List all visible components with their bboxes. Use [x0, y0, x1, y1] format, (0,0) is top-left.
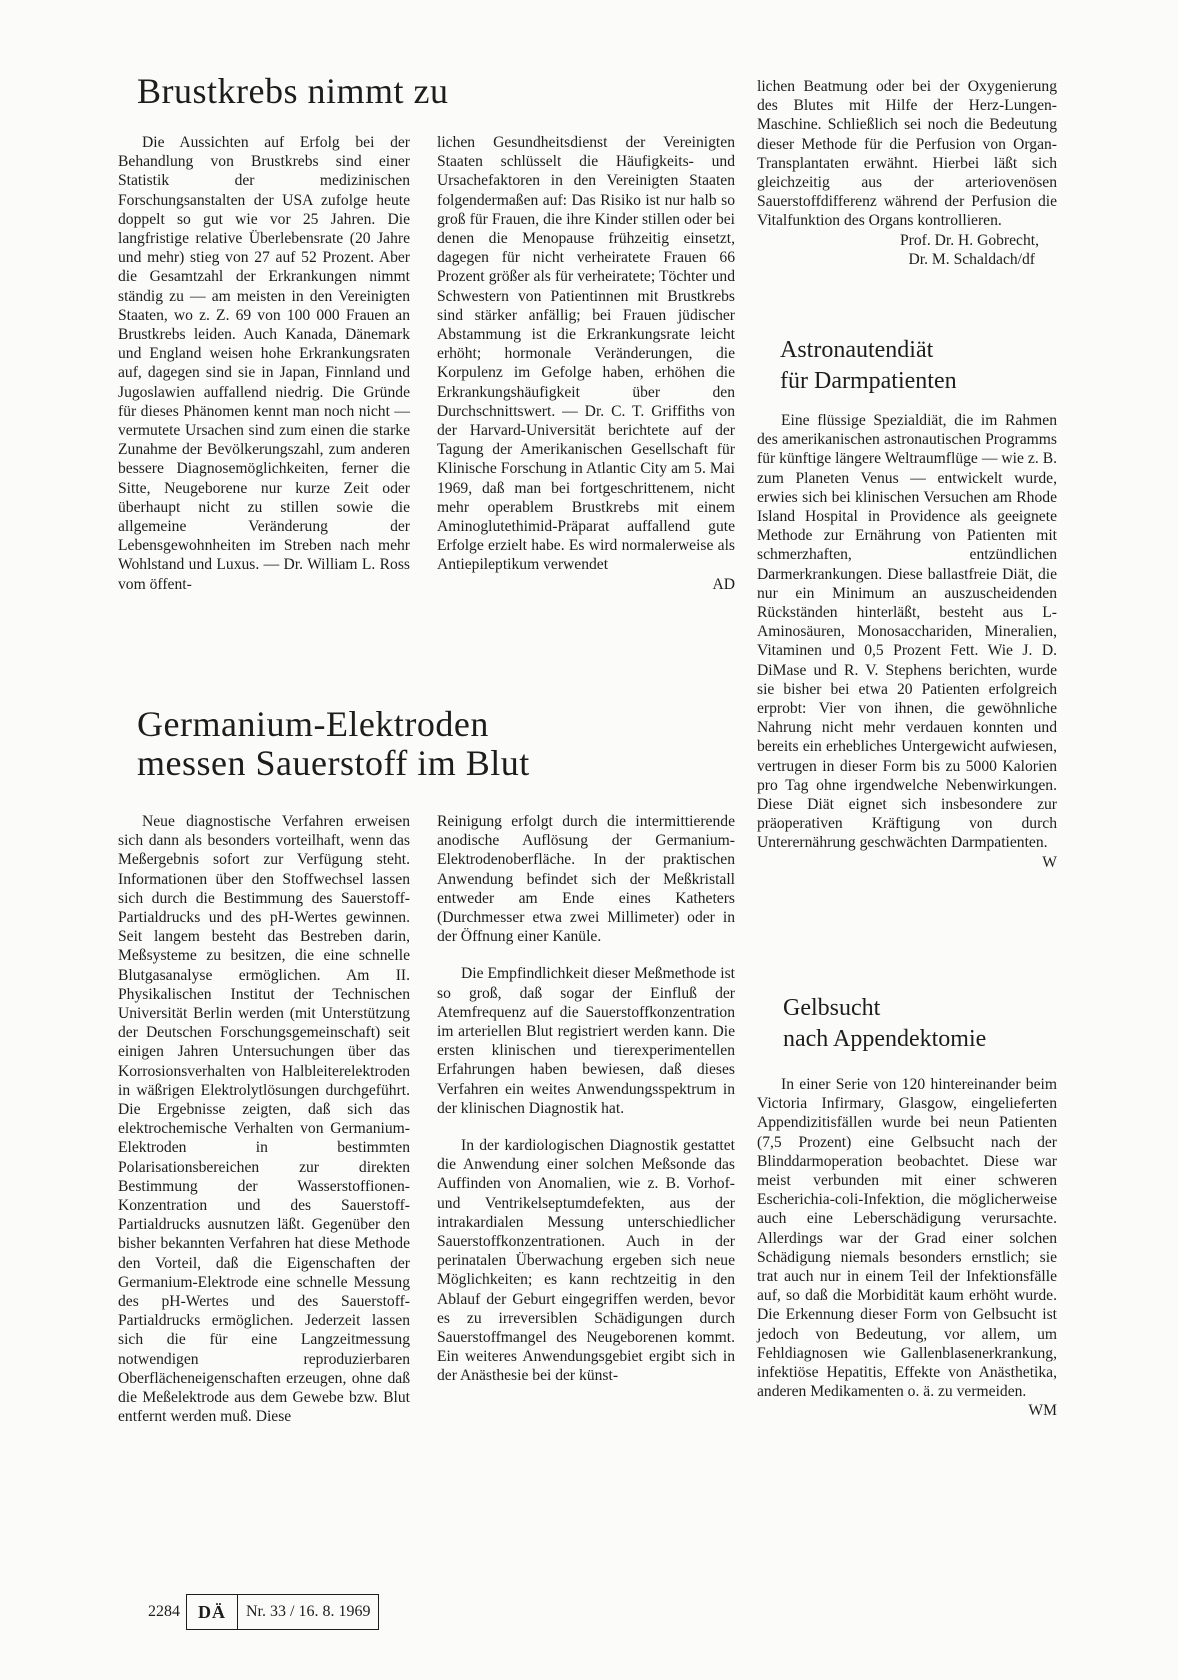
title-line: Germanium-Elektroden — [137, 704, 489, 744]
article-astronautendiaet-text — [757, 411, 1057, 872]
article-brustkrebs-paragraph: Die Aussichten auf Erfolg bei der Behandlung von Brustkrebs sind einer Statistik der medizinischen Forschungsanstalten der USA zufolge heute doppelt so gut wie vor 25 Jahren. Die langfristige relative Überlebensrate (20 Jahre und mehr) stieg von 27 auf 52 Prozent. Aber die Gesamtzahl der Erkrankungen nimmt ständig zu — am meisten in den Vereinigten Staaten, wo z. Z. 69 von 100 000 Frauen an Brustkrebs leiden. Auch Kanada, Dänemark und England weisen hohe Erkrankungsraten auf, dagegen sind sie in Japan, Finnland und Jugoslawien auffallend niedrig. Die Gründe für dieses Phänomen kennt man noch nicht — vermutete Ursachen sind zum einen die starke Zunahme der Bevölkerungszahl, zum anderen bessere Diagnosemöglichkeiten, ferner die Sitte, Neugeborene nur kurze Zeit oder überhaupt nicht zu stillen sowie die allgemeine Veränderung der Lebensgewohnheiten im Streben nach mehr Wohlstand und Luxus. — Dr. William L. Ross vom öffent- — [118, 134, 410, 593]
article-title-brustkrebs: Brustkrebs nimmt zu — [137, 71, 449, 111]
article-astronautendiaet-signature: W — [1042, 853, 1057, 871]
author-signature-1: Prof. Dr. H. Gobrecht, — [899, 231, 1039, 249]
title-line: Gelbsucht — [783, 995, 881, 1021]
issue-info: Nr. 33 / 16. 8. 1969 — [246, 1603, 371, 1620]
article-gelbsucht-text — [757, 1075, 1057, 1421]
article-astronautendiaet-paragraph: Eine flüssige Spezialdiät, die im Rahmen des amerikanischen astronautischen Programms für künftige längere Weltraumflüge — wie z. B. zum Planeten Venus — entwickelt wurde, erwies sich bei klinischen Versuchen am Rhode Island Hospital in Providence als geeignete Methode zur Ernährung von Patienten mit schmerzhaften, entzündlichen Darmerkrankungen. Diese ballastfreie Diät, die nur ein Minimum an auszuscheidenden Rückständen hinterläßt, besteht aus L-Aminosäuren, Monosacchariden, Mineralien, Vitaminen und 0,5 Prozent Fett. Wie J. D. DiMase und R. V. Stephens berichten, wurde sie bisher bei etwa 20 Patienten erfolgreich erprobt: Vier von ihnen, die gewöhnliche Nahrung nicht mehr verdauen konnten und bereits ein erhebliches Untergewicht aufwiesen, vertrugen in dieser Form bis zu 5000 Kalorien pro Tag ohne irgendwelche Nebenwirkungen. Diese Diät eignet sich insbesondere zur präoperativen Kräftigung von durch Unterernährung geschwächten Darmpatienten. — [757, 412, 1057, 852]
article-gelbsucht-signature: WM — [1028, 1402, 1057, 1420]
article-gelbsucht-paragraph: In einer Serie von 120 hintereinander beim Victoria Infirmary, Glasgow, eingelieferten Appendizitisfällen wurde bei neun Patienten (7,5 Prozent) eine Gelbsucht nach der Blinddarmoperation beobachtet. Diese war meist verbunden mit einer schweren Escherichia-coli-Infektion, die möglicherweise auch eine Leberschädigung verursachte. Allerdings war der Grad einer solchen Schädigung niemals besonders ernstlich; sie trat auch nur in einem Teil der Infektionsfälle auf, so daß die Morbidität kaum erhöht wurde. Die Erkennung dieser Form von Gelbsucht ist jedoch von Bedeutung, vor allem, um Fehldiagnosen wie Gallenblasenerkrankung, infektiöse Hepatitis, Effekte von Anästhetika, anderen Medikamenten o. ä. zu vermeiden. — [757, 1076, 1057, 1401]
article-brustkrebs-column-1 — [118, 133, 410, 612]
article-brustkrebs-column-2 — [437, 133, 735, 594]
journal-logo: DÄ — [187, 1595, 238, 1629]
title-line: nach Appendektomie — [783, 1026, 987, 1053]
article-germanium-paragraph: In der kardiologischen Diagnostik gestattet die Anwendung einer solchen Meßsonde das Auffinden von Anomalien, wie z. B. Vorhof- und Ventrikelseptumdefekten, aus der intrakardialen Messung unterschiedlicher Sauerstoffkonzentrationen. Auch in der perinatalen Überwachung ergeben sich neue Möglichkeiten; es kann rechtzeitig in den Ablauf der Geburt eingegriffen werden, bevor es zu irreversiblen Schädigungen durch Sauerstoffmangel des Neugeborenen kommt. Ein weiteres Anwendungsgebiet ergibt sich in der Anästhesie bei der künst- — [437, 1137, 735, 1385]
article-germanium-column-2 — [437, 812, 735, 1404]
page-footer — [148, 1595, 379, 1629]
page-number: 2284 — [148, 1603, 180, 1620]
article-germanium-paragraph: Reinigung erfolgt durch die intermittierende anodische Auflösung der Germanium-Elektrodenoberfläche. In der praktischen Anwendung befindet sich der Meßkristall entweder am Ende eines Katheters (Durchmesser etwa zwei Millimeter) oder in der Öffnung einer Kanüle. — [437, 813, 735, 946]
article-brustkrebs-paragraph-cont: lichen Gesundheitsdienst der Vereinigten Staaten schlüsselt die Häufigkeits- und Ursachefaktoren in den Vereinigten Staaten folgendermaßen auf: Das Risiko ist nur halb so groß für Frauen, die ihre Kinder stillen oder bei denen die Menopause frühzeitig einsetzt, dagegen für nicht verheiratete Frauen 66 Prozent größer als für verheiratete; Töchter und Schwestern von Patientinnen mit Brustkrebs sind stärker anfällig; bei Frauen jüdischer Abstammung ist die Erkrankungsrate leicht erhöht; hormonale Veränderungen, die Korpulenz im Gefolge haben, erhöhen die Erkrankungshäufigkeit über den Durchschnittswert. — Dr. C. T. Griffiths von der Harvard-Universität berichtete auf der Tagung der Amerikanischen Gesellschaft für Klinische Forschung in Atlantic City am 5. Mai 1969, daß man bei fortgeschrittenem, nicht mehr operablem Brustkrebs mit einem Aminoglutethimid-Präparat auffallend gute Erfolge erzielt habe. Es wird normalerweise als Antiepileptikum verwendet — [437, 134, 735, 574]
article-germanium-column-1 — [118, 812, 410, 1445]
article-germanium-paragraph: Neue diagnostische Verfahren erweisen sich dann als besonders vorteilhaft, wenn das Meßergebnis sofort zur Verfügung steht. Informationen über den Stoffwechsel lassen sich durch die Bestimmung des Sauerstoff-Partialdrucks und des pH-Wertes gewinnen. Seit langem besteht das Bestreben darin, Meßsysteme zu besitzen, die eine schnelle Blutgasanalyse ermöglichen. Am II. Physikalischen Institut der Technischen Universität Berlin werden (mit Unterstützung der Deutschen Forschungsgemeinschaft) seit einigen Jahren Untersuchungen über das Korrosionsverhalten von Halbleiterelektroden in wäßrigen Elektrolytlösungen durchgeführt. Die Ergebnisse zeigten, daß sich das elektrochemische Verhalten von Germanium-Elektroden in bestimmten Polarisationsbereichen zur direkten Bestimmung der Wasserstoffionen-Konzentration und des Sauerstoff-Partialdrucks ausnutzen läßt. Gegenüber den bisher bekannten Verfahren hat diese Methode den Vorteil, daß die Eigenschaften der Germanium-Elektrode eine schnelle Messung des pH-Wertes und des Sauerstoff-Partialdrucks ermöglichen. Jederzeit lassen sich die für eine Langzeitmessung notwendigen reproduzierbaren Oberflächeneigenschaften erzeugen, ohne daß die Meßelektrode aus dem Gewebe bzw. Blut entfernt werden muß. Diese — [118, 813, 410, 1426]
article-title-gelbsucht — [783, 993, 986, 1055]
article-title-germanium — [137, 705, 530, 783]
author-signature-2: Dr. M. Schaldach/df — [908, 250, 1035, 268]
article-title-astronautendiaet — [780, 335, 957, 397]
title-line: für Darmpatienten — [780, 368, 957, 395]
article-brustkrebs-signature: AD — [712, 575, 735, 593]
title-line: Astronautendiät — [780, 337, 934, 363]
journal-box — [186, 1594, 379, 1630]
article-germanium-cont-paragraph: lichen Beatmung oder bei der Oxygenierung des Blutes mit Hilfe der Herz-Lungen-Maschine. Schließlich sei noch die Bedeutung dieser Methode für die Perfusion von Organ-Transplantaten erwähnt. Hierbei läßt sich gleichzeitig aus der arteriovenösen Sauerstoffdifferenz während der Perfusion die Vitalfunktion des Organs kontrollieren. — [757, 78, 1057, 230]
title-line: messen Sauerstoff im Blut — [137, 742, 530, 783]
article-germanium-paragraph: Die Empfindlichkeit dieser Meßmethode ist so groß, daß sogar der Einfluß der Atemfrequenz auf die Sauerstoffkonzentration im arteriellen Blut registriert werden kann. Die ersten klinischen und tierexperimentellen Erfahrungen haben bewiesen, daß dieses Verfahren ein weites Anwendungsspektrum in der klinischen Diagnostik hat. — [437, 965, 735, 1117]
article-germanium-continuation — [757, 77, 1057, 269]
